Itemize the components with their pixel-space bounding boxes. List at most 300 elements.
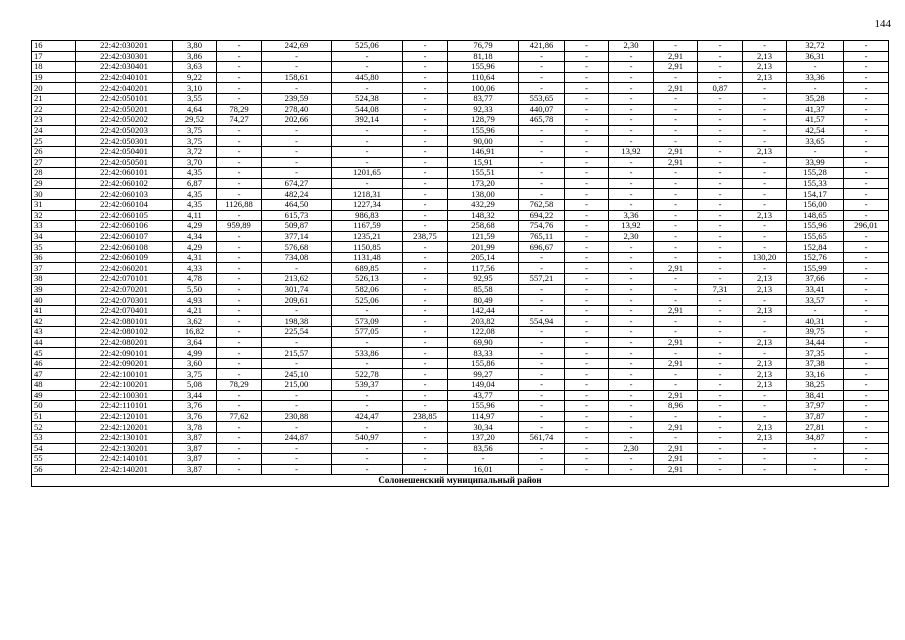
table-cell: - bbox=[609, 411, 654, 422]
table-cell: - bbox=[403, 178, 448, 189]
cadastral-number-cell: 22:42:030201 bbox=[76, 41, 173, 52]
table-cell: - bbox=[217, 146, 262, 157]
table-cell: - bbox=[262, 358, 332, 369]
table-cell: - bbox=[262, 443, 332, 454]
row-number-cell: 26 bbox=[32, 146, 76, 157]
table-cell: - bbox=[609, 305, 654, 316]
table-cell: - bbox=[654, 189, 698, 200]
row-number-cell: 32 bbox=[32, 210, 76, 221]
table-cell: 215,00 bbox=[262, 380, 332, 391]
row-number-cell: 52 bbox=[32, 422, 76, 433]
table-cell: 2,13 bbox=[743, 284, 787, 295]
table-cell: - bbox=[519, 83, 565, 94]
table-cell: 539,37 bbox=[332, 380, 403, 391]
table-cell: 4,78 bbox=[173, 274, 217, 285]
table-cell: - bbox=[403, 401, 448, 412]
table-cell: - bbox=[217, 72, 262, 83]
table-cell: 445,80 bbox=[332, 72, 403, 83]
table-cell: - bbox=[844, 210, 889, 221]
table-cell: - bbox=[609, 348, 654, 359]
table-cell: - bbox=[698, 136, 743, 147]
row-number-cell: 56 bbox=[32, 464, 76, 475]
table-cell: - bbox=[332, 337, 403, 348]
table-cell: - bbox=[743, 104, 787, 115]
table-cell: - bbox=[844, 369, 889, 380]
table-cell: - bbox=[844, 231, 889, 242]
table-cell: - bbox=[787, 443, 844, 454]
table-cell: - bbox=[844, 263, 889, 274]
cadastral-number-cell: 22:42:090101 bbox=[76, 348, 173, 359]
table-cell: 2,91 bbox=[654, 454, 698, 465]
table-cell: 142,44 bbox=[448, 305, 519, 316]
table-cell: - bbox=[217, 422, 262, 433]
table-cell: - bbox=[217, 348, 262, 359]
table-cell: 40,31 bbox=[787, 316, 844, 327]
table-cell: - bbox=[565, 411, 609, 422]
table-cell: 4,33 bbox=[173, 263, 217, 274]
table-cell: 8,96 bbox=[654, 401, 698, 412]
table-cell: - bbox=[332, 157, 403, 168]
table-cell: - bbox=[217, 189, 262, 200]
table-cell: 5,08 bbox=[173, 380, 217, 391]
table-row bbox=[32, 252, 889, 263]
table-cell: 77,62 bbox=[217, 411, 262, 422]
table-cell: - bbox=[332, 390, 403, 401]
table-cell: - bbox=[654, 231, 698, 242]
table-cell: 2,13 bbox=[743, 358, 787, 369]
table-row bbox=[32, 157, 889, 168]
table-cell: 155,96 bbox=[448, 125, 519, 136]
row-number-cell: 43 bbox=[32, 327, 76, 338]
table-cell: - bbox=[217, 432, 262, 443]
table-cell: 155,96 bbox=[787, 221, 844, 232]
table-cell: 238,75 bbox=[403, 231, 448, 242]
table-cell: 213,62 bbox=[262, 274, 332, 285]
table-cell: - bbox=[844, 390, 889, 401]
table-cell: 1167,59 bbox=[332, 221, 403, 232]
table-cell: 3,86 bbox=[173, 51, 217, 62]
table-cell: 525,06 bbox=[332, 41, 403, 52]
table-cell: 138,00 bbox=[448, 189, 519, 200]
table-cell: - bbox=[519, 189, 565, 200]
table-cell: - bbox=[403, 464, 448, 475]
table-cell: 3,87 bbox=[173, 464, 217, 475]
table-cell: - bbox=[698, 348, 743, 359]
table-cell: - bbox=[698, 93, 743, 104]
table-cell: 2,13 bbox=[743, 51, 787, 62]
table-cell: - bbox=[519, 62, 565, 73]
table-cell: - bbox=[844, 41, 889, 52]
table-cell: - bbox=[332, 464, 403, 475]
table-cell: 238,85 bbox=[403, 411, 448, 422]
cadastral-number-cell: 22:42:070301 bbox=[76, 295, 173, 306]
table-cell: 37,35 bbox=[787, 348, 844, 359]
table-cell: - bbox=[217, 358, 262, 369]
row-number-cell: 16 bbox=[32, 41, 76, 52]
table-cell: - bbox=[698, 168, 743, 179]
table-cell: - bbox=[698, 221, 743, 232]
table-cell: 90,00 bbox=[448, 136, 519, 147]
table-cell: - bbox=[787, 464, 844, 475]
table-cell: - bbox=[332, 83, 403, 94]
table-row bbox=[32, 295, 889, 306]
table-cell: - bbox=[844, 274, 889, 285]
cadastral-number-cell: 22:42:050203 bbox=[76, 125, 173, 136]
table-cell: - bbox=[844, 348, 889, 359]
table-cell: - bbox=[565, 210, 609, 221]
table-cell: 2,30 bbox=[609, 443, 654, 454]
table-cell: 0,87 bbox=[698, 83, 743, 94]
table-cell: 4,93 bbox=[173, 295, 217, 306]
table-cell: - bbox=[698, 369, 743, 380]
table-cell: - bbox=[609, 93, 654, 104]
table-cell: 674,27 bbox=[262, 178, 332, 189]
table-row bbox=[32, 221, 889, 232]
table-cell: - bbox=[743, 401, 787, 412]
table-cell: 34,44 bbox=[787, 337, 844, 348]
table-cell: - bbox=[698, 295, 743, 306]
table-cell: 3,44 bbox=[173, 390, 217, 401]
table-cell: - bbox=[519, 263, 565, 274]
table-cell: - bbox=[654, 93, 698, 104]
table-cell: 3,75 bbox=[173, 125, 217, 136]
table-cell: 3,75 bbox=[173, 369, 217, 380]
table-cell: - bbox=[332, 454, 403, 465]
table-cell: - bbox=[654, 316, 698, 327]
table-cell: 37,38 bbox=[787, 358, 844, 369]
table-row bbox=[32, 358, 889, 369]
table-cell: 203,82 bbox=[448, 316, 519, 327]
table-cell: 1150,85 bbox=[332, 242, 403, 253]
cadastral-number-cell: 22:42:060101 bbox=[76, 168, 173, 179]
table-row bbox=[32, 210, 889, 221]
cadastral-number-cell: 22:42:030301 bbox=[76, 51, 173, 62]
cadastral-number-cell: 22:42:060201 bbox=[76, 263, 173, 274]
table-cell: 2,91 bbox=[654, 464, 698, 475]
table-cell: 245,10 bbox=[262, 369, 332, 380]
table-cell: - bbox=[565, 327, 609, 338]
table-cell: - bbox=[609, 115, 654, 126]
table-cell: 202,66 bbox=[262, 115, 332, 126]
table-cell: - bbox=[217, 454, 262, 465]
table-cell: 2,13 bbox=[743, 337, 787, 348]
table-cell: - bbox=[698, 104, 743, 115]
table-row bbox=[32, 199, 889, 210]
table-cell: - bbox=[844, 83, 889, 94]
table-cell: 230,88 bbox=[262, 411, 332, 422]
table-cell: - bbox=[609, 337, 654, 348]
table-cell: - bbox=[262, 422, 332, 433]
table-cell: 155,65 bbox=[787, 231, 844, 242]
table-cell: - bbox=[698, 146, 743, 157]
table-cell: - bbox=[217, 231, 262, 242]
table-cell: - bbox=[787, 83, 844, 94]
table-cell: - bbox=[217, 295, 262, 306]
table-cell: - bbox=[698, 390, 743, 401]
table-cell: 2,13 bbox=[743, 72, 787, 83]
table-cell: - bbox=[654, 284, 698, 295]
table-cell: 2,91 bbox=[654, 146, 698, 157]
table-cell: - bbox=[698, 274, 743, 285]
table-cell: - bbox=[844, 316, 889, 327]
table-cell: 3,64 bbox=[173, 337, 217, 348]
table-cell: - bbox=[609, 327, 654, 338]
table-row bbox=[32, 432, 889, 443]
table-cell: - bbox=[844, 380, 889, 391]
table-cell: - bbox=[565, 178, 609, 189]
table-cell: - bbox=[519, 157, 565, 168]
table-cell: 694,22 bbox=[519, 210, 565, 221]
table-row bbox=[32, 305, 889, 316]
table-cell: - bbox=[565, 168, 609, 179]
cadastral-number-cell: 22:42:120101 bbox=[76, 411, 173, 422]
table-cell: - bbox=[654, 125, 698, 136]
table-cell: - bbox=[519, 168, 565, 179]
table-cell: - bbox=[332, 401, 403, 412]
table-cell: - bbox=[217, 305, 262, 316]
row-number-cell: 17 bbox=[32, 51, 76, 62]
row-number-cell: 54 bbox=[32, 443, 76, 454]
table-cell: - bbox=[519, 422, 565, 433]
table-cell: 37,97 bbox=[787, 401, 844, 412]
table-row bbox=[32, 411, 889, 422]
table-cell: 573,09 bbox=[332, 316, 403, 327]
table-cell: 155,96 bbox=[448, 401, 519, 412]
table-cell: 41,57 bbox=[787, 115, 844, 126]
table-cell: - bbox=[654, 295, 698, 306]
table-cell: 4,11 bbox=[173, 210, 217, 221]
table-row bbox=[32, 390, 889, 401]
table-cell: 3,87 bbox=[173, 443, 217, 454]
table-cell: - bbox=[698, 210, 743, 221]
table-cell: 100,06 bbox=[448, 83, 519, 94]
table-cell: - bbox=[654, 242, 698, 253]
table-cell: 155,99 bbox=[787, 263, 844, 274]
table-cell: 121,59 bbox=[448, 231, 519, 242]
table-cell: - bbox=[609, 168, 654, 179]
row-number-cell: 51 bbox=[32, 411, 76, 422]
table-cell: 27,81 bbox=[787, 422, 844, 433]
table-cell: 2,13 bbox=[743, 62, 787, 73]
table-cell: 13,92 bbox=[609, 146, 654, 157]
table-cell: - bbox=[565, 422, 609, 433]
table-cell: - bbox=[743, 242, 787, 253]
table-cell: 3,72 bbox=[173, 146, 217, 157]
row-number-cell: 39 bbox=[32, 284, 76, 295]
table-cell: 209,61 bbox=[262, 295, 332, 306]
table-row bbox=[32, 454, 889, 465]
row-number-cell: 55 bbox=[32, 454, 76, 465]
table-cell: 540,97 bbox=[332, 432, 403, 443]
table-cell: - bbox=[262, 168, 332, 179]
table-row bbox=[32, 231, 889, 242]
table-cell: 239,59 bbox=[262, 93, 332, 104]
table-cell: - bbox=[698, 242, 743, 253]
table-cell: 225,54 bbox=[262, 327, 332, 338]
table-cell: - bbox=[403, 390, 448, 401]
table-cell: - bbox=[609, 358, 654, 369]
table-cell: - bbox=[844, 104, 889, 115]
table-cell: 2,13 bbox=[743, 422, 787, 433]
cadastral-number-cell: 22:42:040101 bbox=[76, 72, 173, 83]
table-cell: - bbox=[403, 115, 448, 126]
table-cell: 1201,65 bbox=[332, 168, 403, 179]
table-cell: 2,13 bbox=[743, 305, 787, 316]
table-cell: - bbox=[519, 72, 565, 83]
table-cell: 2,91 bbox=[654, 358, 698, 369]
table-cell: - bbox=[565, 189, 609, 200]
table-cell: - bbox=[844, 93, 889, 104]
table-cell: - bbox=[609, 157, 654, 168]
table-cell: - bbox=[217, 242, 262, 253]
table-cell: - bbox=[743, 199, 787, 210]
table-cell: 155,51 bbox=[448, 168, 519, 179]
table-cell: - bbox=[217, 337, 262, 348]
table-cell: 432,29 bbox=[448, 199, 519, 210]
table-cell: - bbox=[609, 178, 654, 189]
table-row bbox=[32, 327, 889, 338]
row-number-cell: 50 bbox=[32, 401, 76, 412]
table-cell: - bbox=[609, 199, 654, 210]
table-cell: - bbox=[217, 464, 262, 475]
table-cell: - bbox=[787, 454, 844, 465]
row-number-cell: 33 bbox=[32, 221, 76, 232]
table-cell: 5,50 bbox=[173, 284, 217, 295]
table-cell: - bbox=[565, 454, 609, 465]
table-cell: 3,87 bbox=[173, 454, 217, 465]
table-cell: - bbox=[787, 305, 844, 316]
table-cell: 1235,21 bbox=[332, 231, 403, 242]
table-cell: - bbox=[698, 454, 743, 465]
table-cell: - bbox=[565, 146, 609, 157]
table-cell: - bbox=[332, 305, 403, 316]
table-cell: 43,77 bbox=[448, 390, 519, 401]
table-cell: - bbox=[217, 390, 262, 401]
cadastral-number-cell: 22:42:030401 bbox=[76, 62, 173, 73]
table-cell: - bbox=[565, 443, 609, 454]
table-cell: 34,87 bbox=[787, 432, 844, 443]
table-row bbox=[32, 136, 889, 147]
table-cell: 152,84 bbox=[787, 242, 844, 253]
table-cell: 83,77 bbox=[448, 93, 519, 104]
table-cell: 80,49 bbox=[448, 295, 519, 306]
table-cell: - bbox=[844, 411, 889, 422]
table-cell: 525,06 bbox=[332, 295, 403, 306]
cadastral-number-cell: 22:42:050101 bbox=[76, 93, 173, 104]
table-cell: - bbox=[332, 125, 403, 136]
table-row bbox=[32, 348, 889, 359]
table-cell: 3,62 bbox=[173, 316, 217, 327]
table-cell: - bbox=[609, 274, 654, 285]
table-cell: 37,87 bbox=[787, 411, 844, 422]
table-cell: 33,57 bbox=[787, 295, 844, 306]
table-cell: - bbox=[844, 178, 889, 189]
table-cell: - bbox=[403, 62, 448, 73]
table-row bbox=[32, 104, 889, 115]
table-cell: 689,85 bbox=[332, 263, 403, 274]
table-cell: - bbox=[844, 136, 889, 147]
table-cell: 615,73 bbox=[262, 210, 332, 221]
table-cell: - bbox=[565, 62, 609, 73]
table-row bbox=[32, 125, 889, 136]
table-cell: - bbox=[654, 432, 698, 443]
cadastral-number-cell: 22:42:080101 bbox=[76, 316, 173, 327]
row-number-cell: 28 bbox=[32, 168, 76, 179]
table-cell: 2,13 bbox=[743, 380, 787, 391]
table-cell: - bbox=[565, 93, 609, 104]
table-cell: - bbox=[844, 242, 889, 253]
table-cell: - bbox=[844, 252, 889, 263]
table-cell: - bbox=[609, 252, 654, 263]
table-cell: 39,75 bbox=[787, 327, 844, 338]
table-cell: 154,17 bbox=[787, 189, 844, 200]
table-cell: - bbox=[698, 51, 743, 62]
table-cell: 301,74 bbox=[262, 284, 332, 295]
table-cell: - bbox=[403, 380, 448, 391]
table-cell: 482,24 bbox=[262, 189, 332, 200]
table-cell: - bbox=[743, 443, 787, 454]
row-number-cell: 46 bbox=[32, 358, 76, 369]
table-cell: - bbox=[743, 348, 787, 359]
table-cell: - bbox=[519, 454, 565, 465]
table-cell: - bbox=[565, 284, 609, 295]
table-cell: - bbox=[698, 327, 743, 338]
table-cell: - bbox=[654, 104, 698, 115]
table-cell: - bbox=[519, 411, 565, 422]
table-cell: 122,08 bbox=[448, 327, 519, 338]
table-cell: - bbox=[609, 104, 654, 115]
table-cell: - bbox=[698, 62, 743, 73]
cadastral-number-cell: 22:42:060106 bbox=[76, 221, 173, 232]
table-row bbox=[32, 83, 889, 94]
table-cell: - bbox=[698, 231, 743, 242]
table-cell: - bbox=[654, 199, 698, 210]
table-cell: - bbox=[403, 327, 448, 338]
table-cell: - bbox=[519, 401, 565, 412]
table-cell: - bbox=[565, 83, 609, 94]
table-cell: - bbox=[519, 146, 565, 157]
table-cell: - bbox=[609, 369, 654, 380]
row-number-cell: 37 bbox=[32, 263, 76, 274]
row-number-cell: 19 bbox=[32, 72, 76, 83]
table-cell: - bbox=[403, 295, 448, 306]
table-cell: - bbox=[743, 189, 787, 200]
table-cell: - bbox=[743, 168, 787, 179]
table-cell: - bbox=[565, 358, 609, 369]
table-cell: - bbox=[565, 72, 609, 83]
table-cell: 4,35 bbox=[173, 199, 217, 210]
table-cell: - bbox=[743, 390, 787, 401]
table-cell: - bbox=[217, 41, 262, 52]
table-cell: - bbox=[743, 295, 787, 306]
table-cell: 424,47 bbox=[332, 411, 403, 422]
row-number-cell: 38 bbox=[32, 274, 76, 285]
table-cell: - bbox=[519, 252, 565, 263]
table-cell: - bbox=[217, 316, 262, 327]
cadastral-number-cell: 22:42:100201 bbox=[76, 380, 173, 391]
table-cell: - bbox=[844, 432, 889, 443]
table-row bbox=[32, 62, 889, 73]
table-cell: 36,31 bbox=[787, 51, 844, 62]
table-cell: 76,79 bbox=[448, 41, 519, 52]
table-cell: - bbox=[332, 136, 403, 147]
cadastral-number-cell: 22:42:090201 bbox=[76, 358, 173, 369]
table-cell: 29,52 bbox=[173, 115, 217, 126]
table-cell: 576,68 bbox=[262, 242, 332, 253]
table-cell: 215,57 bbox=[262, 348, 332, 359]
table-cell: 33,16 bbox=[787, 369, 844, 380]
table-cell: 30,34 bbox=[448, 422, 519, 433]
